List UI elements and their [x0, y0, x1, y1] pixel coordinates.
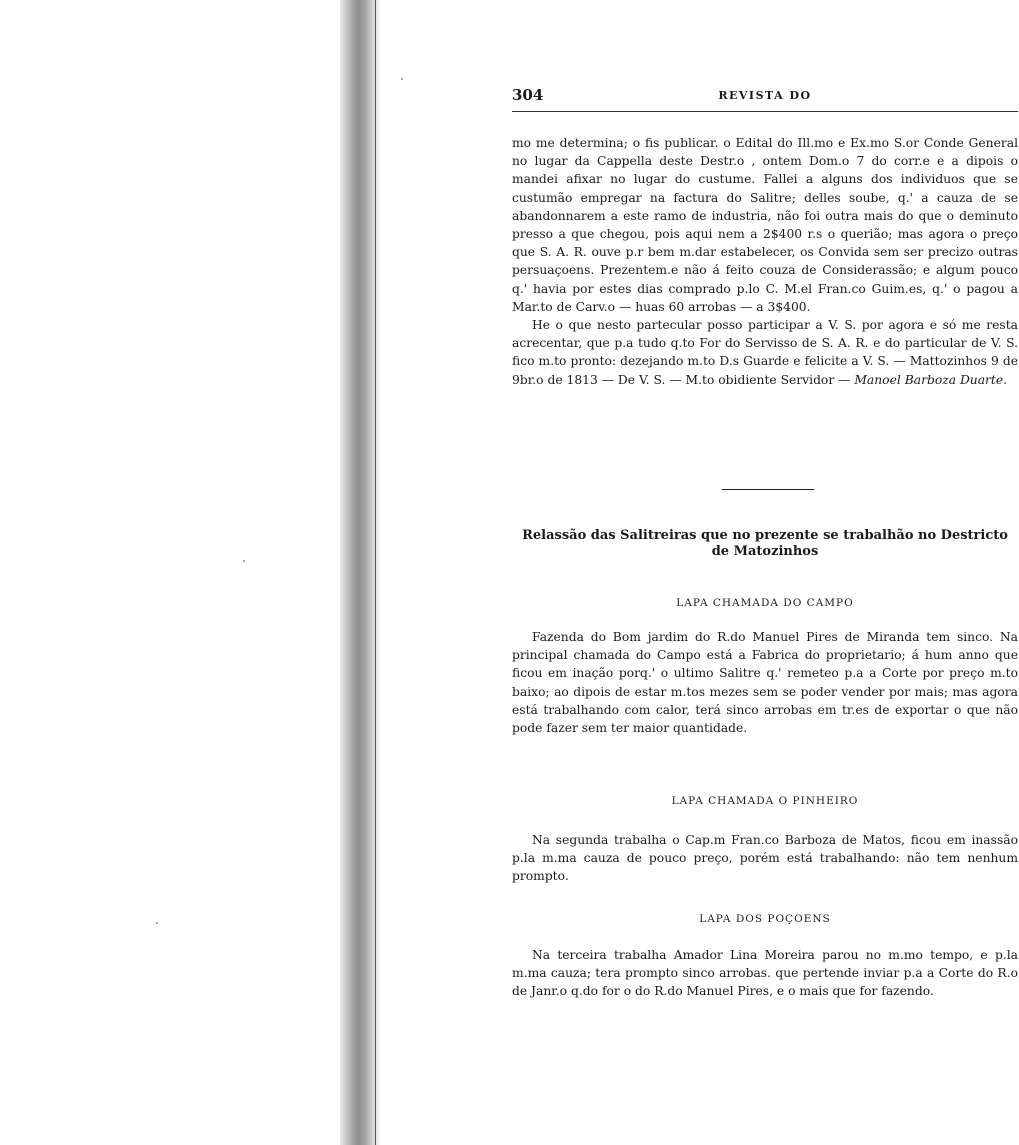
paragraph-lapa-o-pinheiro: Na segunda trabalha o Cap.m Fran.co Barboza de Matos, ficou em inassão p.la m.ma cauza de pouco preço, porém está trabalhando: não tem nenhum prompto. — [512, 833, 1018, 884]
section-separator — [722, 489, 814, 490]
section-title: Relassão das Salitreiras que no prezente se trabalhão no Destricto de Matozinhos — [522, 528, 1008, 559]
scan-speck — [401, 78, 403, 80]
header-rule — [512, 111, 1018, 112]
book-gutter-shadow — [340, 0, 380, 1145]
letter-paragraph-2 — [512, 316, 1018, 389]
gutter-fold-line — [375, 0, 376, 1145]
subheading-lapa-dos-pocoens: LAPA DOS POÇOENS — [699, 913, 831, 925]
subheading-lapa-o-pinheiro: LAPA CHAMADA O PINHEIRO — [671, 795, 859, 807]
paragraph-lapa-do-campo: Fazenda do Bom jardim do R.do Manuel Pires de Miranda tem sinco. Na principal chamada do Campo está a Fabrica do proprietario; á hum anno que ficou em inação porq.' o ultimo Salitre q.' remeteo p.a a Corte por preço m.to baixo; ao dipois de estar m.tos mezes sem se poder vender por mais; mas agora está trabalhando com calor, terá sinco arrobas em tr.es de exportar o que não pode fazer sem ter maior quantidade. — [512, 630, 1018, 736]
paragraph-lapa-dos-pocoens: Na terceira trabalha Amador Lina Moreira parou no m.mo tempo, e p.la m.ma cauza; tera prompto sinco arrobas. que pertende inviar p.a a Corte do R.o de Janr.o q.do for o do R.do Manuel Pires, e o mais que for fazendo. — [512, 948, 1018, 999]
letter-text — [512, 134, 1018, 389]
subheading-lapa-do-campo: LAPA CHAMADA DO CAMPO — [676, 597, 854, 609]
letter-paragraph-1: mo me determina; o fis publicar. o Edital do Ill.mo e Ex.mo S.or Conde General no lugar da Cappella deste Destr.o , ontem Dom.o 7 do corr.e e a dipois o mandei afixar no lugar do custume. Fallei a alguns dos individuos que se custumão empregar na factura do Salitre; delles soube, q.' a cauza de se abandonnarem a este ramo de industria, não foi outra mais do que o deminuto presso a que chegou, pois aqui nem a 2$400 r.s o querião; mas agora o preço que S. A. R. ouve p.r bem m.dar estabelecer, os Convida sem ser precizo outras persuaçoens. Prezentem.e não á feito couza de Considerassão; e algum pouco q.' havia por estes dias comprado p.lo C. M.el Fran.co Guim.es, q.' o pagou a Mar.to de Carv.o — huas 60 arrobas — a 3$400. — [512, 136, 1018, 314]
running-title: REVISTA DO — [718, 89, 812, 102]
page-number: 304 — [512, 86, 544, 104]
signature: Manoel Barboza Duarte. — [854, 372, 1008, 387]
scan-speck — [243, 560, 245, 562]
letter-paragraph-2-text: He o que nesto partecular posso participar a V. S. por agora e só me resta acrecentar, que p.a tudo q.to For do Servisso de S. A. R. e do particular de V. S. fico m.to pronto: dezejando m.to D.s Guarde e felicite a V. S. — Mattozinhos 9 de 9br.o de 1813 — De V. S. — M.to obidiente Servidor — — [512, 318, 1018, 387]
running-head — [512, 86, 1018, 106]
scan-speck — [156, 922, 158, 924]
